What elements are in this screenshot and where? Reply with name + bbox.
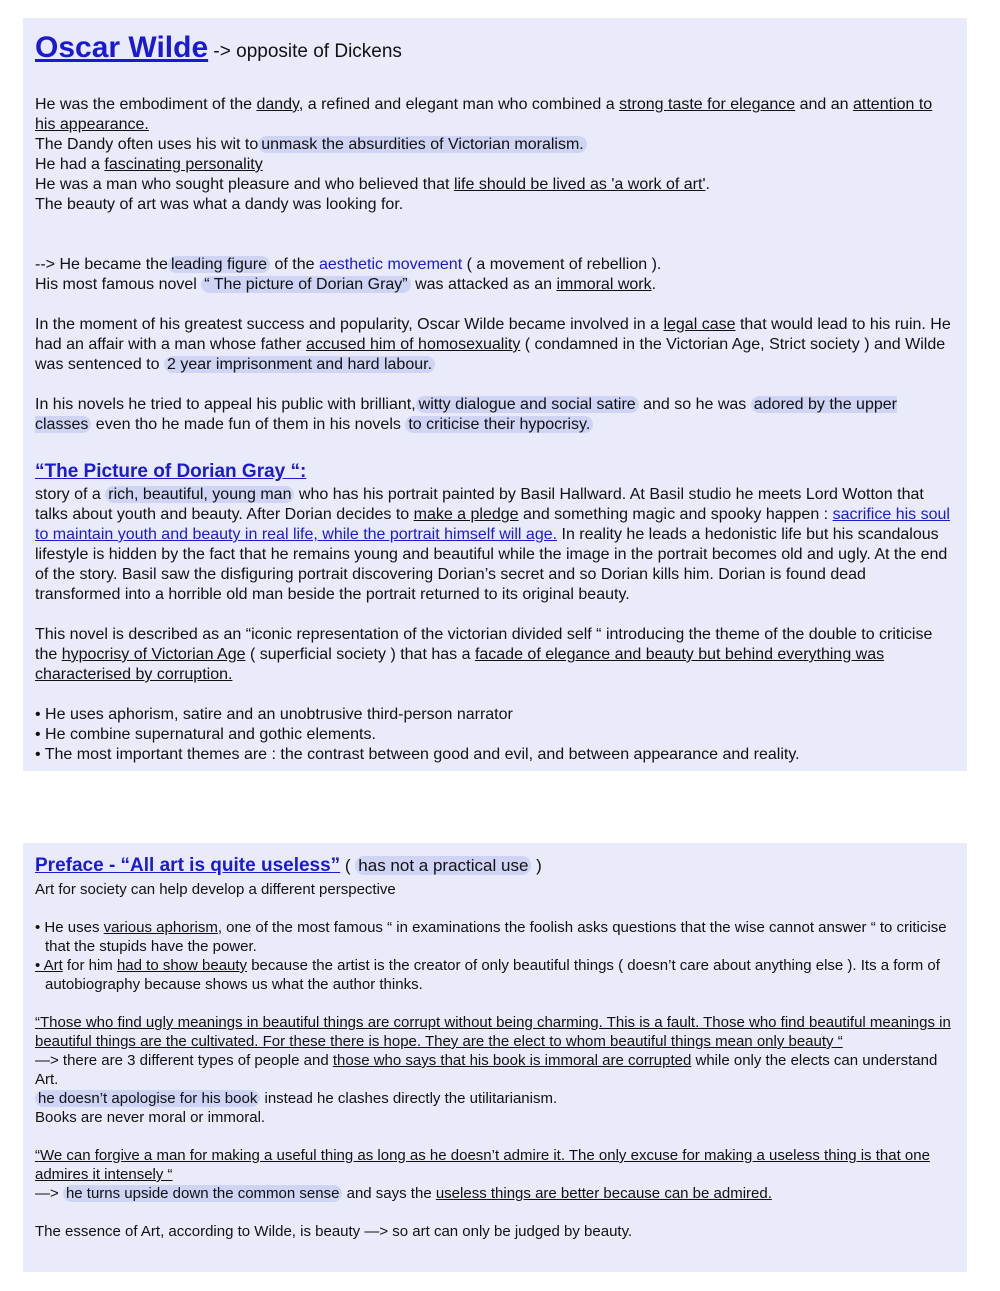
paragraph-novels-appeal: In his novels he tried to appeal his public with brilliant, witty dialogue and social satire and so he was adored by the upper classes even tho he made fun of them in his novels to criticise their hypocrisy.	[35, 396, 897, 433]
paragraph-apologise: he doesn’t apologise for his book instead he clashes directly the utilitarianism.	[35, 1089, 955, 1108]
paragraph-pleasure: He was a man who sought pleasure and who believed that life should be lived as 'a work of art'.	[35, 176, 710, 193]
paragraph-moral: Books are never moral or immoral.	[35, 1109, 266, 1126]
paragraph-legal-case: In the moment of his greatest success and popularity, Oscar Wilde became involved in a legal case that would lead to his ruin. He had an affair with a man whose father accused him of homosexuality ( condamned in the Victorian Age, Strict society ) and Wilde was sentenced to 2 year imprisonment and hard labour.	[35, 316, 951, 373]
preface-intro: Art for society can help develop a different perspective	[35, 881, 396, 898]
page-title: Oscar Wilde	[35, 31, 209, 64]
list-item: • He uses various aphorism, one of the most famous “ in examinations the foolish asks questions that the wise cannot answer “ to criticise that the stupids have the power.	[35, 919, 947, 955]
paragraph-personality: He had a fascinating personality	[35, 156, 263, 173]
quote-ugly-meanings: “Those who find ugly meanings in beautiful things are corrupt without being charming. This is a fault. Those who find beautiful meanings in beautiful things are the cultivated. For these there is hope. They are the elect to whom beautiful things mean only beauty “	[35, 1014, 951, 1050]
preface-title: Preface - “All art is quite useless”	[35, 855, 341, 876]
list-item: • Art for him had to show beauty because the artist is the creator of only beautiful things ( doesn’t care about anything else ). Its a form of autobiography because shows us what the author thinks.	[35, 957, 940, 993]
section-title-row	[35, 28, 955, 73]
sacrifice-soul-link[interactable]: sacrifice his soul to maintain youth and beauty in real life, while the portrait himself will age.	[35, 506, 950, 543]
paragraph-common-sense: —> he turns upside down the common sense and says the useless things are better because can be admired.	[35, 1185, 772, 1202]
dorian-gray-heading: “The Picture of Dorian Gray “:	[35, 461, 307, 482]
paragraph-novel: His most famous novel “ The picture of Dorian Gray” was attacked as an immoral work.	[35, 276, 657, 293]
preface-title-row: Preface - “All art is quite useless” ( has not a practical use )	[35, 855, 542, 876]
paragraph-divided-self: This novel is described as an “iconic representation of the victorian divided self “ introducing the theme of the double to criticise the hypocrisy of Victorian Age ( superficial society ) that has a facade of elegance and beauty but behind everything was characterised by corruption.	[35, 626, 933, 683]
paragraph-three-types: —> there are 3 different types of people and those who says that his book is immoral are corrupted while only the elects can understand Art.	[35, 1052, 938, 1088]
paragraph-aesthetic: --> He became the leading figure of the aesthetic movement ( a movement of rebellion ).	[35, 256, 662, 273]
paragraph-essence: The essence of Art, according to Wilde, is beauty —> so art can only be judged by beauty.	[35, 1223, 633, 1240]
oscar-wilde-section	[23, 18, 967, 771]
list-item: • He uses aphorism, satire and an unobtrusive third-person narrator	[35, 706, 513, 723]
preface-section	[23, 843, 967, 1272]
paragraph-wit: The Dandy often uses his wit to unmask the absurdities of Victorian moralism.	[35, 135, 955, 155]
paragraph-beauty: The beauty of art was what a dandy was looking for.	[35, 196, 404, 213]
paragraph-dandy: He was the embodiment of the dandy, a refined and elegant man who combined a strong taste for elegance and an attention to his appearance.	[35, 96, 933, 133]
aesthetic-movement-link[interactable]: aesthetic movement	[318, 256, 463, 273]
title-suffix: -> opposite of Dickens	[208, 41, 402, 62]
list-item: • The most important themes are : the contrast between good and evil, and between appearance and reality.	[35, 746, 800, 763]
list-item: • He combine supernatural and gothic elements.	[35, 726, 376, 743]
quote-useful-thing: “We can forgive a man for making a useful thing as long as he doesn’t admire it. The only excuse for making a useless thing is that one admires it intensely “	[35, 1147, 930, 1183]
paragraph-story: story of a rich, beautiful, young man who has his portrait painted by Basil Hallward. At Basil studio he meets Lord Wotton that talks about youth and beauty. After Dorian decides to make a pledge and something magic and spooky happen : sacrifice his soul to maintain youth and beauty in real life, while the portrait himself will age. In reality he leads a hedonistic life but his scandalous lifestyle is hidden by the fact that he remains young and beautiful while the image in the portrait becomes old and ugly. At the end of the story. Basil saw the disfiguring portrait discovering Dorian’s secret and so Dorian kills him. Dorian is found dead transformed into a horrible old man beside the portrait returned to its original beauty.	[35, 486, 950, 603]
features-list	[35, 705, 955, 765]
